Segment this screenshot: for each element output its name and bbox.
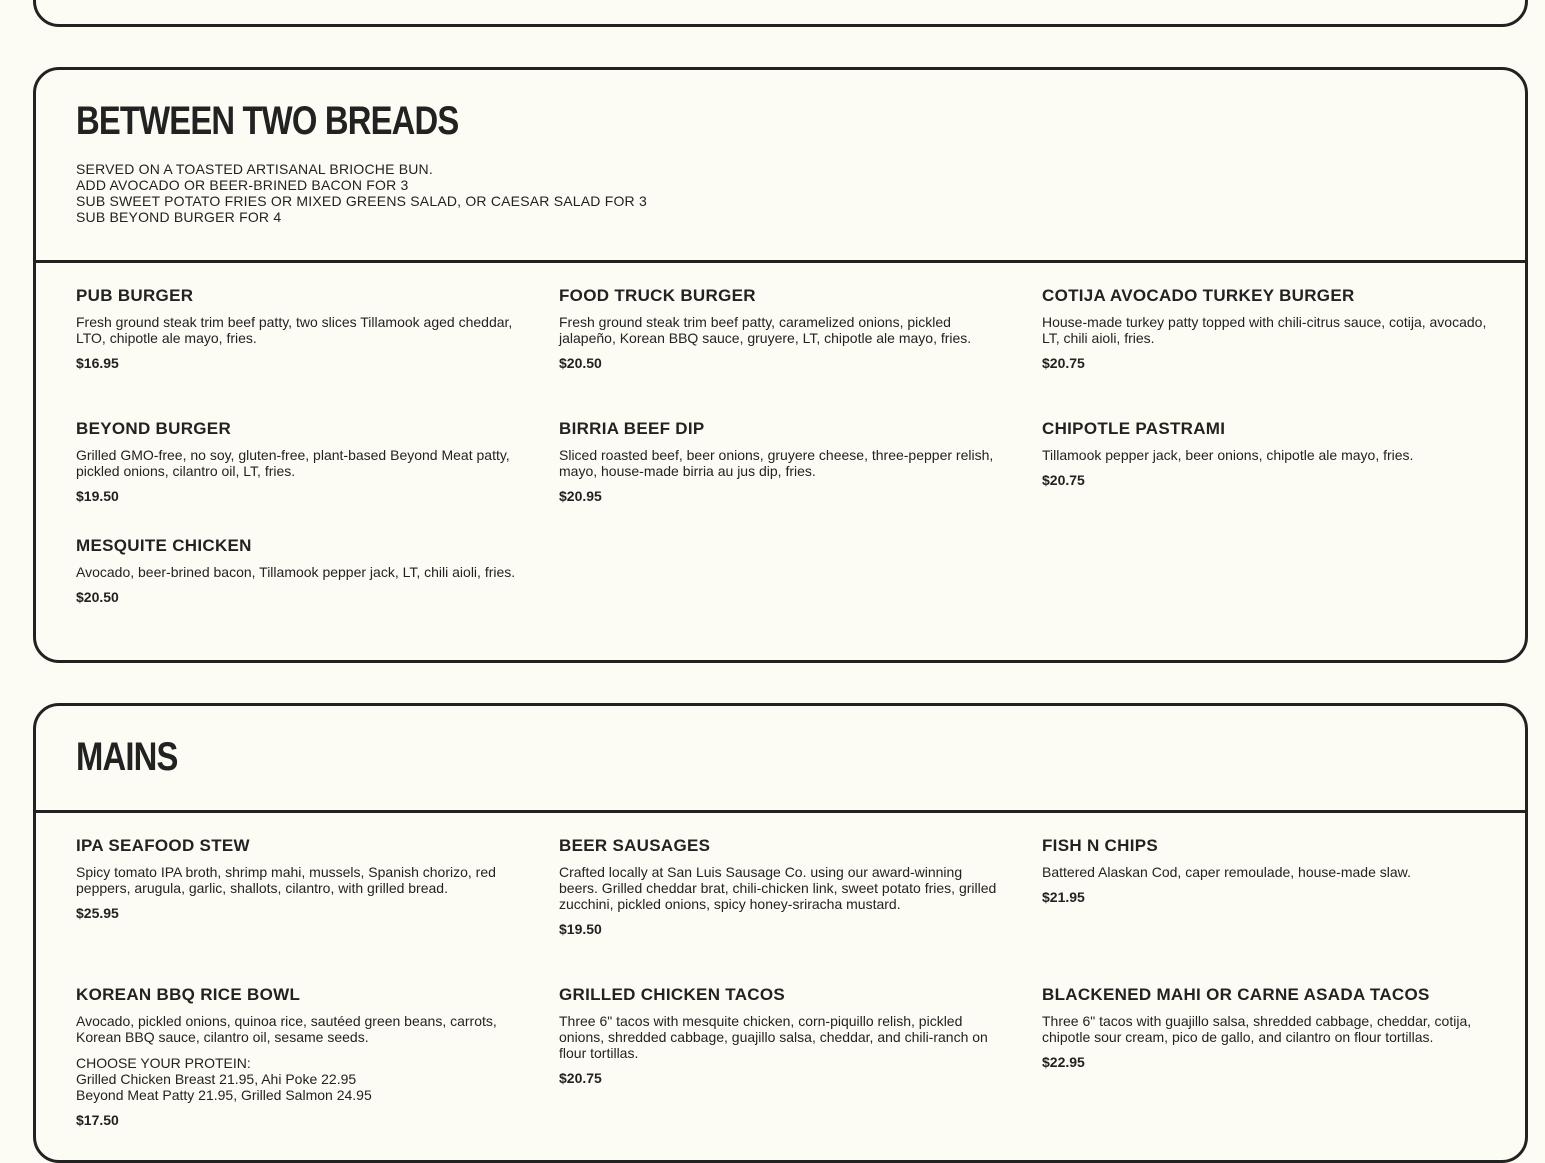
- menu-item-beer-sausages: [559, 836, 1004, 937]
- item-price: $19.50: [559, 921, 602, 937]
- item-name: BEYOND BURGER: [76, 419, 232, 438]
- item-name: BLACKENED MAHI OR CARNE ASADA TACOS: [1042, 985, 1430, 1004]
- previous-section-card: [33, 0, 1528, 27]
- item-price: $20.75: [1042, 355, 1085, 371]
- menu-item-cotija-avocado-turkey-burger: [1042, 286, 1487, 371]
- item-description: Spicy tomato IPA broth, shrimp mahi, mussels, Spanish chorizo, red peppers, arugula, garlic, shallots, cilantro, with grilled bread.: [76, 864, 496, 896]
- item-description: Battered Alaskan Cod, caper remoulade, house-made slaw.: [1042, 864, 1411, 880]
- section-note: SERVED ON A TOASTED ARTISANAL BRIOCHE BUN.: [76, 161, 433, 177]
- item-name: FOOD TRUCK BURGER: [559, 286, 756, 305]
- item-description: Three 6" tacos with guajillo salsa, shredded cabbage, cheddar, cotija, chipotle sour cream, pico de gallo, and cilantro on flour tortillas.: [1042, 1013, 1472, 1045]
- item-price: $22.95: [1042, 1054, 1085, 1070]
- menu-item-grilled-chicken-tacos: [559, 985, 1004, 1086]
- section-title: MAINS: [76, 735, 178, 779]
- section-notes: [76, 161, 647, 225]
- item-price: $20.95: [559, 488, 602, 504]
- item-description: Fresh ground steak trim beef patty, two slices Tillamook aged cheddar, LTO, chipotle ale mayo, fries.: [76, 314, 513, 346]
- item-price: $21.95: [1042, 889, 1085, 905]
- menu-item-beyond-burger: [76, 419, 521, 504]
- menu-item-ipa-seafood-stew: [76, 836, 521, 921]
- menu-item-mesquite-chicken: [76, 536, 521, 605]
- item-description: Tillamook pepper jack, beer onions, chipotle ale mayo, fries.: [1042, 447, 1414, 463]
- section-header: [36, 706, 1525, 813]
- item-name: IPA SEAFOOD STEW: [76, 836, 250, 855]
- menu-item-blackened-mahi-or-carne-asada-tacos: [1042, 985, 1487, 1070]
- protein-option-line: Beyond Meat Patty 21.95, Grilled Salmon 24.95: [76, 1087, 372, 1103]
- section-note: SUB SWEET POTATO FRIES OR MIXED GREENS SALAD, OR CAESAR SALAD FOR 3: [76, 193, 647, 209]
- section-note: ADD AVOCADO OR BEER-BRINED BACON FOR 3: [76, 177, 409, 193]
- item-name: PUB BURGER: [76, 286, 194, 305]
- item-price: $17.50: [76, 1112, 119, 1128]
- section-header: [36, 70, 1525, 263]
- item-description: Avocado, pickled onions, quinoa rice, sautéed green beans, carrots, Korean BBQ sauce, cilantro oil, sesame seeds.: [76, 1013, 497, 1045]
- item-description: Three 6" tacos with mesquite chicken, corn-piquillo relish, pickled onions, shredded cabbage, guajillo salsa, cheddar, and chili-ranch on flour tortillas.: [559, 1013, 988, 1061]
- protein-options: [76, 1055, 521, 1103]
- item-description: Sliced roasted beef, beer onions, gruyere cheese, three-pepper relish, mayo, house-made birria au jus dip, fries.: [559, 447, 994, 479]
- item-name: GRILLED CHICKEN TACOS: [559, 985, 786, 1004]
- menu-item-korean-bbq-rice-bowl: [76, 985, 521, 1128]
- protein-label: CHOOSE YOUR PROTEIN:: [76, 1055, 251, 1071]
- mains-section: [33, 703, 1528, 1163]
- between-two-breads-section: [33, 67, 1528, 663]
- menu-item-pub-burger: [76, 286, 521, 371]
- section-title: BETWEEN TWO BREADS: [76, 99, 459, 143]
- item-price: $20.50: [76, 589, 119, 605]
- menu-item-fish-n-chips: [1042, 836, 1487, 905]
- item-name: BIRRIA BEEF DIP: [559, 419, 705, 438]
- item-price: $19.50: [76, 488, 119, 504]
- item-name: CHIPOTLE PASTRAMI: [1042, 419, 1226, 438]
- item-price: $20.50: [559, 355, 602, 371]
- item-description: Crafted locally at San Luis Sausage Co. using our award-winning beers. Grilled cheddar brat, chili-chicken link, sweet potato fries, grilled zucchini, pickled onions, spicy honey-sriracha mustard.: [559, 864, 997, 912]
- section-note: SUB BEYOND BURGER FOR 4: [76, 209, 282, 225]
- menu-item-chipotle-pastrami: [1042, 419, 1487, 488]
- item-price: $16.95: [76, 355, 119, 371]
- menu-item-birria-beef-dip: [559, 419, 1004, 504]
- item-price: $20.75: [559, 1070, 602, 1086]
- item-description: House-made turkey patty topped with chili-citrus sauce, cotija, avocado, LT, chili aioli, fries.: [1042, 314, 1487, 346]
- protein-option-line: Grilled Chicken Breast 21.95, Ahi Poke 22.95: [76, 1071, 357, 1087]
- item-description: Fresh ground steak trim beef patty, caramelized onions, pickled jalapeño, Korean BBQ sauce, gruyere, LT, chipotle ale mayo, fries.: [559, 314, 972, 346]
- item-price: $20.75: [1042, 472, 1085, 488]
- item-name: KOREAN BBQ RICE BOWL: [76, 985, 301, 1004]
- item-description: Grilled GMO-free, no soy, gluten-free, plant-based Beyond Meat patty, pickled onions, cilantro oil, LT, fries.: [76, 447, 510, 479]
- item-description: Avocado, beer-brined bacon, Tillamook pepper jack, LT, chili aioli, fries.: [76, 564, 516, 580]
- menu-item-food-truck-burger: [559, 286, 1004, 371]
- item-name: FISH N CHIPS: [1042, 836, 1159, 855]
- item-name: COTIJA AVOCADO TURKEY BURGER: [1042, 286, 1355, 305]
- item-name: BEER SAUSAGES: [559, 836, 711, 855]
- item-name: MESQUITE CHICKEN: [76, 536, 252, 555]
- item-price: $25.95: [76, 905, 119, 921]
